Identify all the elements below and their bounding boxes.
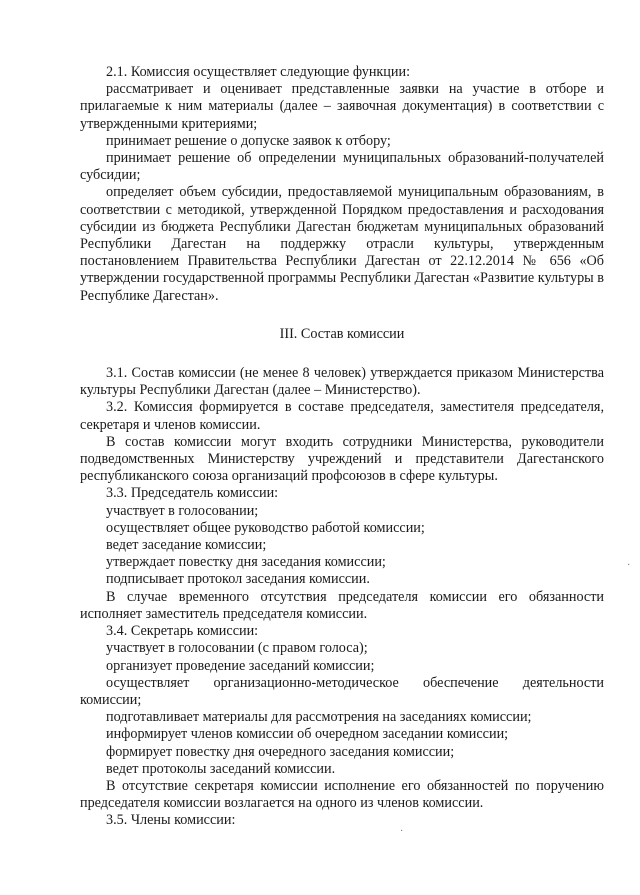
secretary-duty-2: организует проведение заседаний комиссии; bbox=[106, 657, 375, 674]
chairman-duty-2: осуществляет общее руководство работой комиссии; bbox=[106, 519, 425, 536]
composition-members: В состав комиссии могут входить сотрудники Министерства, руководители подведомственных Министерству учреждений и представители Дагестанского республиканского союза организаций профсоюзов в сфере культуры. bbox=[80, 433, 604, 485]
secretary-duty-6: формирует повестку дня очередного заседания комиссии; bbox=[106, 743, 455, 760]
scan-speck: · bbox=[400, 826, 404, 837]
scan-speck: · bbox=[627, 560, 631, 571]
function-recipients-decision: принимает решение об определении муниципальных образований-получателей субсидии; bbox=[80, 150, 604, 184]
secretary-duty-1: участвует в голосовании (с правом голоса); bbox=[106, 640, 368, 657]
clause-3-4: 3.4. Секретарь комиссии: bbox=[106, 623, 259, 640]
secretary-duty-4: подготавливает материалы для рассмотрения на заседаниях комиссии; bbox=[106, 709, 532, 726]
chairman-duty-3: ведет заседание комиссии; bbox=[106, 537, 267, 554]
clause-3-2: 3.2. Комиссия формируется в составе председателя, заместителя председателя, секретаря и членов комиссии. bbox=[80, 399, 604, 433]
chairman-duty-5: подписывает протокол заседания комиссии. bbox=[106, 571, 370, 588]
clause-3-3: 3.3. Председатель комиссии: bbox=[106, 485, 279, 502]
function-subsidy-amount: определяет объем субсидии, предоставляемой муниципальным образованиям, в соответствии с методикой, утвержденной Порядком предоставления и расходования субсидии из бюджета Республики Дагестан бюджетам муниципальных образований Республики Дагестан на поддержку отрасли культуры, утвержденным постановлением Правительства Республики Дагестан от 22.12.2014 № 656 «Об утверждении государственной программы Республики Дагестан «Развитие культуры в Республике Дагестан». bbox=[80, 184, 604, 304]
clause-3-1: 3.1. Состав комиссии (не менее 8 человек) утверждается приказом Министерства культуры Республики Дагестан (далее – Министерство). bbox=[80, 365, 604, 399]
secretary-duty-3: осуществляет организационно-методическое обеспечение деятельности комиссии; bbox=[80, 674, 604, 708]
secretary-duty-7: ведет протоколы заседаний комиссии. bbox=[106, 760, 336, 777]
secretary-duty-5: информирует членов комиссии об очередном заседании комиссии; bbox=[106, 726, 509, 743]
section-heading-iii: III. Состав комиссии bbox=[279, 325, 405, 342]
chairman-duty-1: участвует в голосовании; bbox=[106, 502, 259, 519]
function-review-applications: рассматривает и оценивает представленные заявки на участие в отборе и прилагаемые к ним материалы (далее – заявочная документация) в соответствии с утвержденными критериями; bbox=[80, 81, 604, 132]
secretary-absence: В отсутствие секретаря комиссии исполнение его обязанностей по поручению председателя комиссии возлагается на одного из членов комиссии. bbox=[80, 777, 604, 812]
document-body bbox=[80, 64, 604, 830]
clause-3-5: 3.5. Члены комиссии: bbox=[106, 812, 236, 829]
clause-2-1: 2.1. Комиссия осуществляет следующие функции: bbox=[106, 64, 411, 80]
chairman-duty-4: утверждает повестку дня заседания комиссии; bbox=[106, 554, 386, 571]
function-admission-decision: принимает решение о допуске заявок к отбору; bbox=[106, 132, 391, 149]
chairman-absence: В случае временного отсутствия председателя комиссии его обязанности исполняет заместитель председателя комиссии. bbox=[80, 588, 604, 622]
